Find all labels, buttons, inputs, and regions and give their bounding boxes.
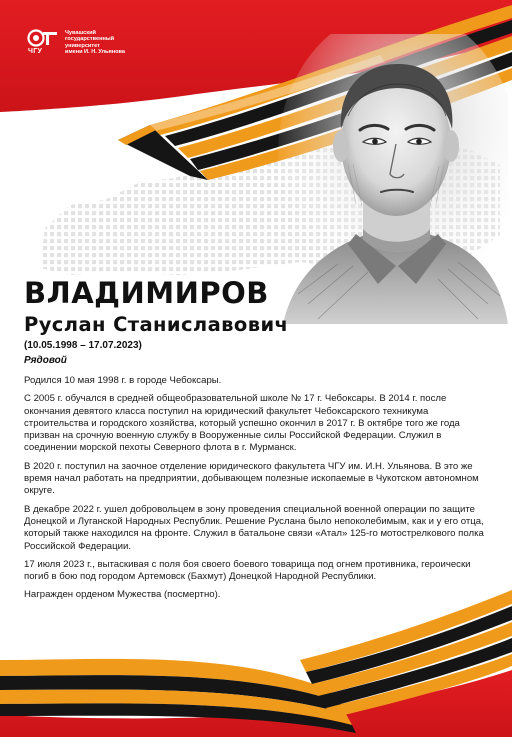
university-name-line: Чувашский [65, 30, 96, 36]
university-name-line: имени И. Н. Ульянова [65, 49, 125, 56]
biography-paragraph: 17 июля 2023 г., вытаскивая с поля боя своего боевого товарища под огнем противника, героически погиб в бою под городом Артемовск (Бахмут) Донецкой Народной Республики. [24, 558, 471, 583]
university-logo [27, 28, 145, 58]
given-names: Руслан Станиславович [24, 313, 289, 336]
university-emblem-icon [27, 28, 59, 58]
biography-paragraph: Родился 10 мая 1998 г. в городе Чебоксары. [24, 375, 222, 386]
life-dates: (10.05.1998 – 17.07.2023) [24, 340, 142, 351]
portrait-sketch [278, 34, 508, 324]
biography-paragraph: Награжден орденом Мужества (посмертно). [24, 589, 221, 601]
biography-paragraph: С 2005 г. обучался в средней общеобразовательной школе № 17 г. Чебоксары. В 2014 г. после окончания девятого класса поступил на юридический факультет Чебоксарского техникума строительства и городского хозяйства, который успешно окончил в 2017 г. В октябре того же года призван на срочную военную службу в Вооруженные силы Российской Федерации. Служил в соединении морской пехоты Северного флота в г. Мурманск. [24, 393, 460, 454]
university-abbr: ЧГУ [28, 48, 43, 55]
bottom-ribbon [0, 590, 512, 737]
military-rank: Рядовой [24, 355, 67, 366]
biography-paragraph: В 2020 г. поступил на заочное отделение юридического факультета ЧГУ им. И.Н. Ульянова. В это же время начал работать на предприятии, добывающем полезные ископаемые в Чукотском автономном округе. [24, 460, 479, 497]
university-name-line: государственный [65, 36, 115, 43]
university-name [65, 28, 145, 56]
university-name-line: университет [65, 42, 100, 49]
biography-paragraph: В декабре 2022 г. ушел добровольцем в зону проведения специальной военной операции по защите Донецкой и Луганской Народных Республик. Решение Руслана было непоколебимым, как и у его отца, который также находился на фронте. Служил в батальоне связи «Атал» 125-го мотострелкового полка Российской Федерации. [24, 503, 484, 552]
biography [24, 375, 494, 608]
surname: ВЛАДИМИРОВ [24, 276, 269, 310]
